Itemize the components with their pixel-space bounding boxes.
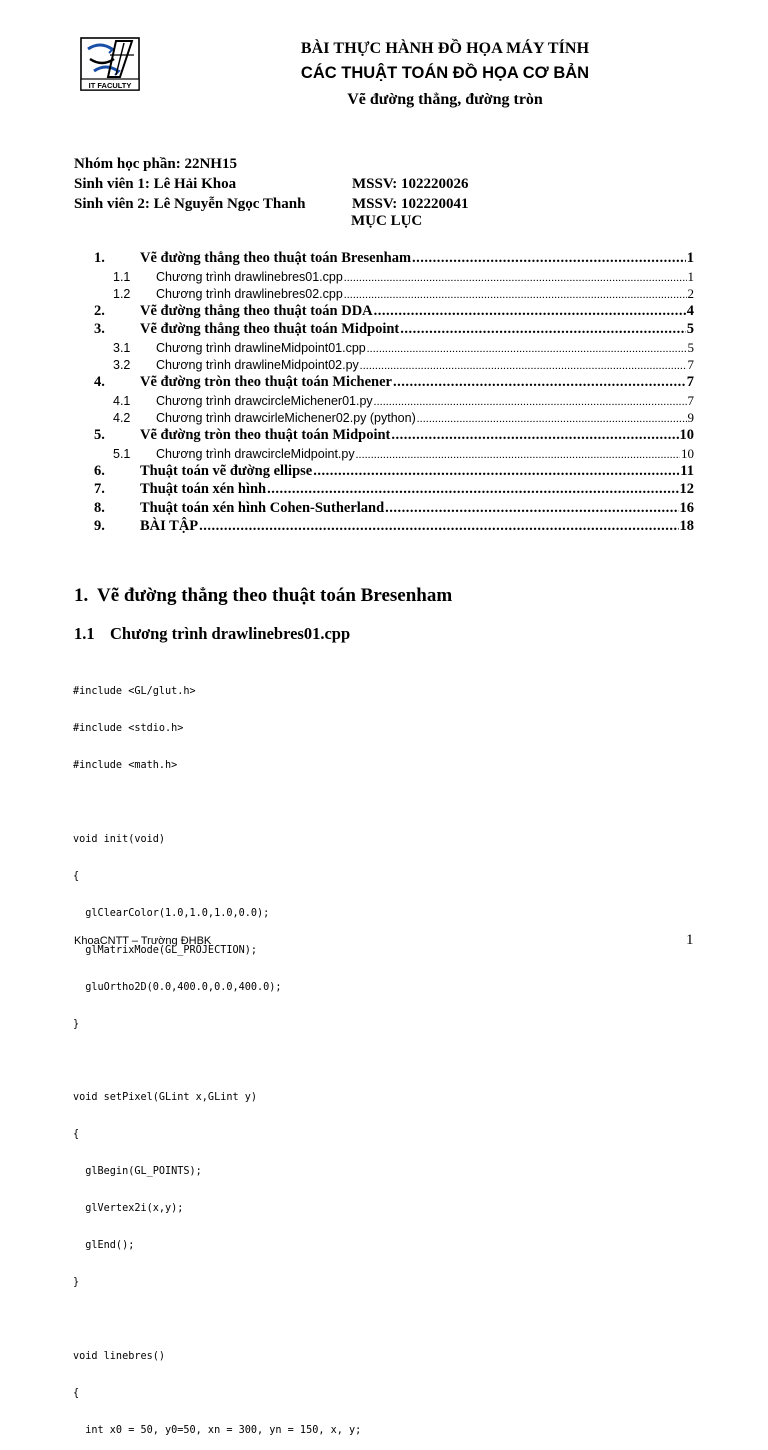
section-title: Vẽ đường thẳng theo thuật toán Bresenham <box>97 585 453 606</box>
page-number: 1 <box>686 932 694 948</box>
toc-entry-number: 1.1 <box>113 269 131 284</box>
toc-entry-page: 10 <box>681 445 694 461</box>
code-line: #include <stdio.h> <box>73 722 184 734</box>
toc-entry-number: 7. <box>94 481 105 498</box>
toc-entry-number: 4.1 <box>113 393 131 408</box>
toc-entry-number: 2. <box>94 302 105 319</box>
toc-entry-page: 7 <box>686 374 694 391</box>
code-line: void init(void) <box>73 833 166 845</box>
code-line: glClearColor(1.0,1.0,1.0,0.0); <box>73 907 270 919</box>
toc-entry-page: 12 <box>679 481 694 498</box>
code-line: { <box>73 1129 80 1141</box>
code-line: void setPixel(GLint x,GLint y) <box>73 1092 258 1104</box>
section-number: 1. <box>74 585 89 606</box>
document-title: CÁC THUẬT TOÁN ĐỒ HỌA CƠ BẢN <box>300 64 590 82</box>
toc-entry[interactable] <box>94 427 694 446</box>
code-line: int x0 = 50, y0=50, xn = 300, yn = 150, x, y; <box>73 1425 362 1437</box>
footer-text: KhoaCNTT – Trường ĐHBK <box>74 935 212 947</box>
toc-entry[interactable] <box>94 410 694 427</box>
document-subtitle: Vẽ đường thẳng, đường tròn <box>347 91 543 108</box>
toc-entry-text: Chương trình drawcircleMichener01.py <box>156 393 373 408</box>
section-heading <box>74 585 452 607</box>
code-line: glEnd(); <box>73 1240 135 1252</box>
subsection-title: Chương trình drawlinebres01.cpp <box>110 624 351 643</box>
code-line: gluOrtho2D(0.0,400.0,0.0,400.0); <box>73 981 282 993</box>
toc-entry[interactable] <box>94 250 694 269</box>
student2-mssv: MSSV: 102220041 <box>352 196 469 212</box>
logo-caption: IT FACULTY <box>88 81 132 90</box>
toc-entry-number: 4.2 <box>113 410 131 425</box>
code-line: #include <GL/glut.h> <box>73 685 196 697</box>
toc-entry[interactable] <box>94 286 694 303</box>
toc-entry[interactable] <box>94 321 694 340</box>
code-listing <box>73 661 361 1450</box>
toc-entry-text: Vẽ đường tròn theo thuật toán Michener <box>140 374 392 391</box>
toc-entry-page: 7 <box>687 392 694 408</box>
group-label: Nhóm học phần: 22NH15 <box>74 156 237 172</box>
code-line <box>73 1314 361 1326</box>
toc-entry-text: Chương trình drawlineMidpoint02.py <box>156 358 359 373</box>
toc-entry-text: Chương trình drawlineMidpoint01.cpp <box>156 340 366 355</box>
toc-entry-text: Vẽ đường thẳng theo thuật toán Midpoint <box>140 321 400 338</box>
toc-entry-number: 3.1 <box>113 340 131 355</box>
toc-entry-page: 16 <box>679 499 694 516</box>
code-line <box>73 1056 361 1068</box>
toc-entry[interactable] <box>94 393 694 410</box>
code-line: glMatrixMode(GL_PROJECTION); <box>73 944 258 956</box>
toc-entry-number: 4. <box>94 374 105 391</box>
toc-entry-page: 18 <box>679 518 694 535</box>
toc-entry[interactable] <box>94 374 694 393</box>
toc-entry-number: 1.2 <box>113 286 131 301</box>
table-of-contents <box>94 250 694 537</box>
toc-entry-text: Chương trình drawcirleMichener02.py (python) <box>156 410 416 425</box>
toc-entry-number: 9. <box>94 518 105 535</box>
toc-entry-text: Vẽ đường tròn theo thuật toán Midpoint <box>140 427 391 444</box>
toc-entry-page: 5 <box>686 321 694 338</box>
toc-entry-text: Thuật toán vẽ đường ellipse <box>140 462 313 479</box>
student1-name: Sinh viên 1: Lê Hải Khoa <box>74 176 237 192</box>
toc-entry-text: Thuật toán xén hình <box>140 481 267 498</box>
toc-entry-page: 7 <box>687 357 694 373</box>
toc-entry-page: 10 <box>679 427 694 444</box>
toc-entry[interactable] <box>94 357 694 374</box>
toc-entry[interactable] <box>94 340 694 357</box>
toc-entry-page: 1 <box>687 268 694 284</box>
code-line: } <box>73 1277 80 1289</box>
toc-entry-page: 1 <box>686 250 694 266</box>
course-title: BÀI THỰC HÀNH ĐỒ HỌA MÁY TÍNH <box>300 40 590 57</box>
toc-entry-page: 11 <box>680 462 694 479</box>
toc-entry-text: Vẽ đường thẳng theo thuật toán DDA <box>140 302 373 319</box>
toc-entry-number: 1. <box>94 250 105 266</box>
subsection-number: 1.1 <box>74 624 95 643</box>
toc-entry-text: Thuật toán xén hình Cohen-Sutherland <box>140 499 385 516</box>
toc-entry-number: 3. <box>94 321 105 338</box>
toc-entry-text: Chương trình drawlinebres01.cpp <box>156 269 343 284</box>
toc-entry-page: 9 <box>687 409 694 425</box>
student2-name: Sinh viên 2: Lê Nguyễn Ngọc Thanh <box>74 196 306 212</box>
code-line: glVertex2i(x,y); <box>73 1203 184 1215</box>
code-line <box>73 797 361 809</box>
toc-entry-number: 6. <box>94 462 105 479</box>
toc-entry[interactable] <box>94 500 694 519</box>
code-line: { <box>73 870 80 882</box>
toc-entry[interactable] <box>94 518 694 537</box>
code-line: { <box>73 1388 80 1400</box>
toc-entry[interactable] <box>94 463 694 482</box>
toc-entry-text: Vẽ đường thẳng theo thuật toán Bresenham <box>140 250 412 266</box>
toc-entry[interactable] <box>94 446 694 463</box>
code-line: void linebres() <box>73 1351 166 1363</box>
faculty-logo <box>80 37 140 91</box>
toc-title: MỤC LỤC <box>351 213 423 229</box>
code-line: #include <math.h> <box>73 759 178 771</box>
toc-entry-number: 3.2 <box>113 358 131 373</box>
toc-entry-number: 5. <box>94 427 105 444</box>
toc-entry-text: BÀI TẬP <box>140 518 199 535</box>
subsection-heading <box>74 624 350 644</box>
toc-entry[interactable] <box>94 303 694 322</box>
toc-entry-page: 2 <box>687 285 694 301</box>
toc-entry-text: Chương trình drawcircleMidpoint.py <box>156 446 355 461</box>
toc-entry-number: 5.1 <box>113 446 131 461</box>
toc-entry-text: Chương trình drawlinebres02.cpp <box>156 286 343 301</box>
toc-entry-page: 5 <box>687 339 694 355</box>
code-line: glBegin(GL_POINTS); <box>73 1166 202 1178</box>
toc-entry[interactable] <box>94 481 694 500</box>
toc-entry[interactable] <box>94 269 694 286</box>
toc-entry-page: 4 <box>686 302 694 319</box>
toc-entry-number: 8. <box>94 499 105 516</box>
code-line: } <box>73 1018 80 1030</box>
faculty-logo-icon <box>80 37 140 91</box>
student1-mssv: MSSV: 102220026 <box>352 176 469 192</box>
